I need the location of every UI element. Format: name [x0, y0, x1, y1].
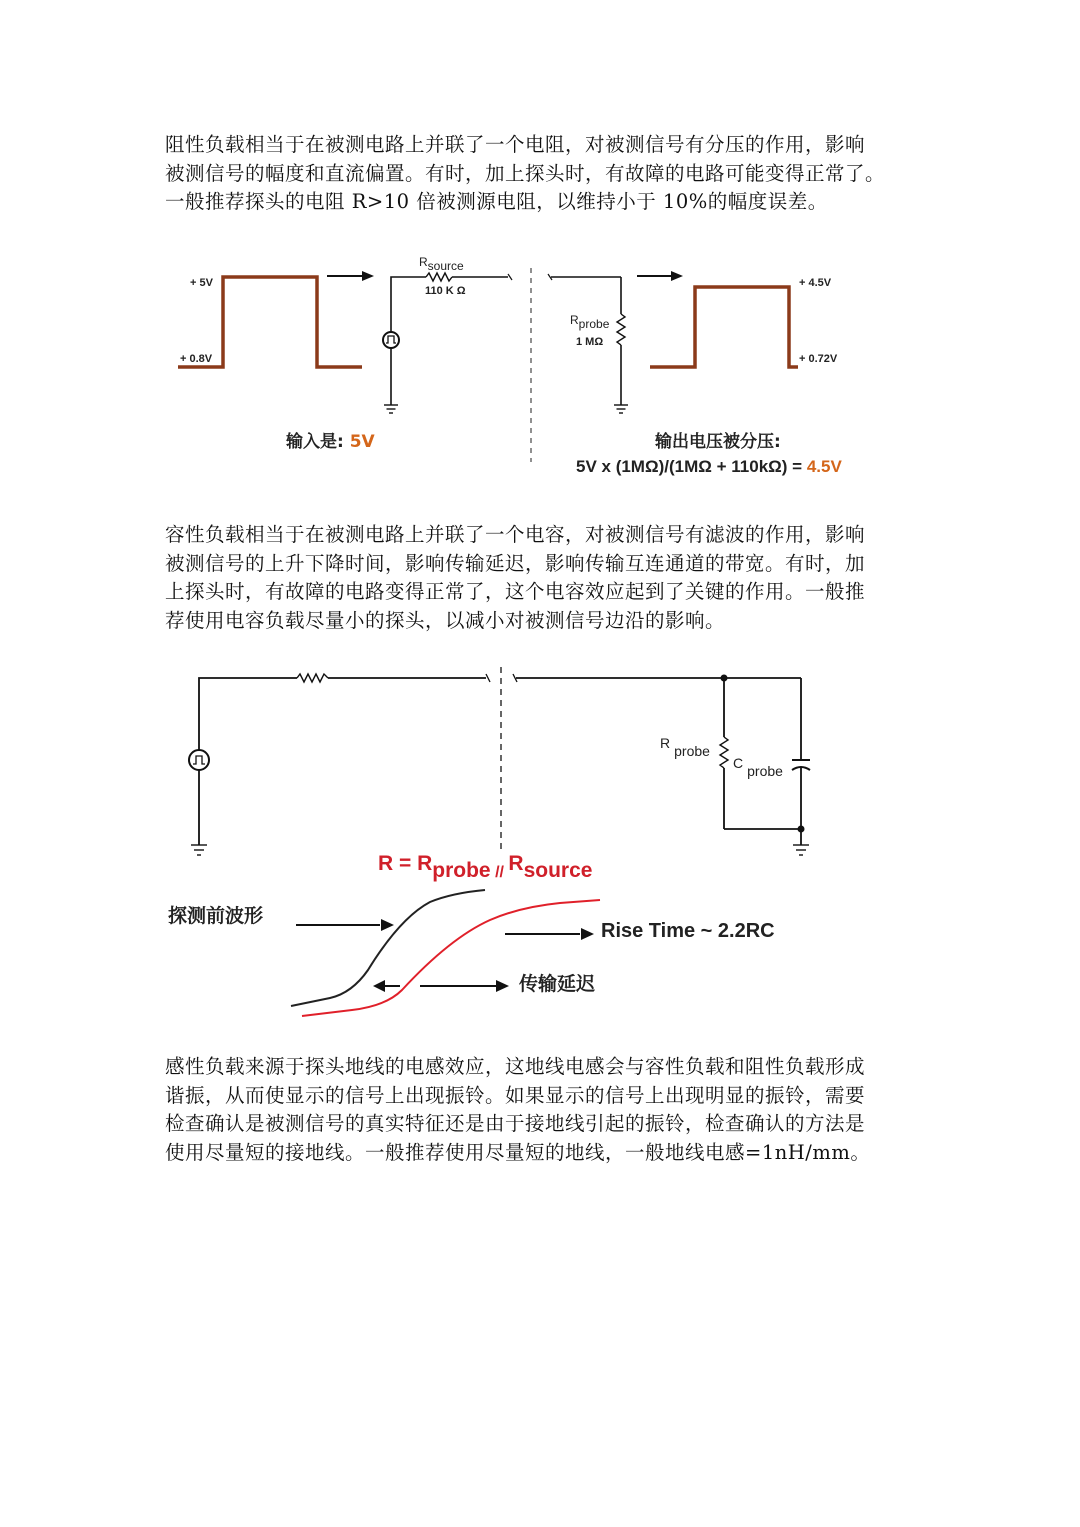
output-caption: 输出电压被分压: — [655, 432, 781, 452]
rsource-subscript: source — [427, 259, 464, 273]
text-line: 谐振，从而使显示的信号上出现振铃。如果显示的信号上出现明显的振铃，需要 — [165, 1083, 866, 1107]
junction-dot — [798, 826, 805, 833]
input-value: 5V — [349, 432, 375, 452]
resistor-source-icon — [297, 674, 328, 682]
cprobe-symbol: C — [733, 755, 744, 771]
arrow-right-icon — [496, 980, 509, 992]
cprobe-subscript: probe — [747, 763, 783, 779]
text-line: 荐使用电容负载尽量小的探头，以减小对被测信号边沿的影响。 — [165, 608, 726, 632]
equation-lhs: R = — [378, 852, 418, 875]
equation-r2: R — [508, 852, 524, 875]
text-line: 检查确认是被测信号的真实特征还是由于接地线引起的振铃，检查确认的方法是 — [165, 1112, 866, 1136]
svg-text:Cprobe — [733, 755, 783, 779]
equation-sub2: source — [523, 859, 593, 882]
input-caption: 输入是: — [286, 432, 350, 452]
text-line: 被测信号的上升下降时间，影响传输延迟，影响传输互连通道的带宽。有时，加 — [165, 551, 866, 575]
output-low-label: + 0.72V — [799, 353, 838, 365]
ground-icon — [793, 845, 809, 855]
rprobe-symbol: R — [660, 735, 671, 751]
text-line: 阻性负载相当于在被测电路上并联了一个电阻，对被测信号有分压的作用，影响 — [165, 133, 866, 156]
text-line: 上探头时，有故障的电路变得正常了，这个电容效应起到了关键的作用。一般推 — [165, 580, 866, 604]
arrow-right-icon — [381, 919, 394, 931]
formula-result: 4.5V — [806, 457, 842, 476]
output-high-label: + 4.5V — [799, 277, 832, 289]
paragraph-inductive-load — [165, 1053, 925, 1167]
rprobe-subscript: probe — [674, 743, 710, 759]
after-probe-curve — [302, 900, 600, 1016]
equation-r1: R — [417, 852, 433, 875]
text-line: 感性负载来源于探头地线的电感效应，这地线电感会与容性负载和阻性负载形成 — [165, 1055, 866, 1078]
before-probe-label: 探测前波形 — [168, 905, 264, 927]
arrow-right-icon — [581, 928, 594, 940]
before-probe-curve — [291, 890, 485, 1006]
rprobe-symbol: R — [570, 313, 579, 327]
signal-source-icon — [189, 750, 209, 770]
text-line: 使用尽量短的接地线。一般推荐使用尽量短的地线，一般地线电感=1nH/mm。 — [165, 1140, 871, 1164]
text-line: 一般推荐探头的电阻 R>10 倍被测源电阻，以维持小于 10%的幅度误差。 — [165, 190, 828, 214]
rsource-symbol: R — [419, 255, 428, 269]
equation-parallel: // — [490, 864, 509, 881]
rsource-value: 110 K Ω — [425, 285, 466, 297]
junction-dot — [721, 675, 728, 682]
transmission-delay-label: 传输延迟 — [519, 973, 596, 995]
text-line: 被测信号的幅度和直流偏置。有时，加上探头时，有故障的电路可能变得正常了。 — [165, 161, 886, 185]
text-line: 容性负载相当于在被测电路上并联了一个电容，对被测信号有滤波的作用，影响 — [165, 523, 866, 546]
rprobe-subscript: probe — [578, 317, 610, 331]
resistor-probe-icon — [720, 737, 728, 768]
svg-text:R = Rprobe // Rsource — [378, 852, 592, 882]
svg-text:Rprobe — [660, 735, 710, 759]
input-high-label: + 5V — [190, 277, 213, 289]
ground-icon — [191, 845, 207, 855]
rise-time-label: Rise Time ~ 2.2RC — [601, 920, 775, 942]
input-low-label: + 0.8V — [180, 353, 213, 365]
equation-sub1: probe — [432, 859, 491, 882]
rprobe-value: 1 MΩ — [576, 336, 604, 348]
divider-formula: 5V x (1MΩ)/(1MΩ + 110kΩ) = — [576, 457, 807, 476]
arrow-left-icon — [373, 980, 385, 992]
